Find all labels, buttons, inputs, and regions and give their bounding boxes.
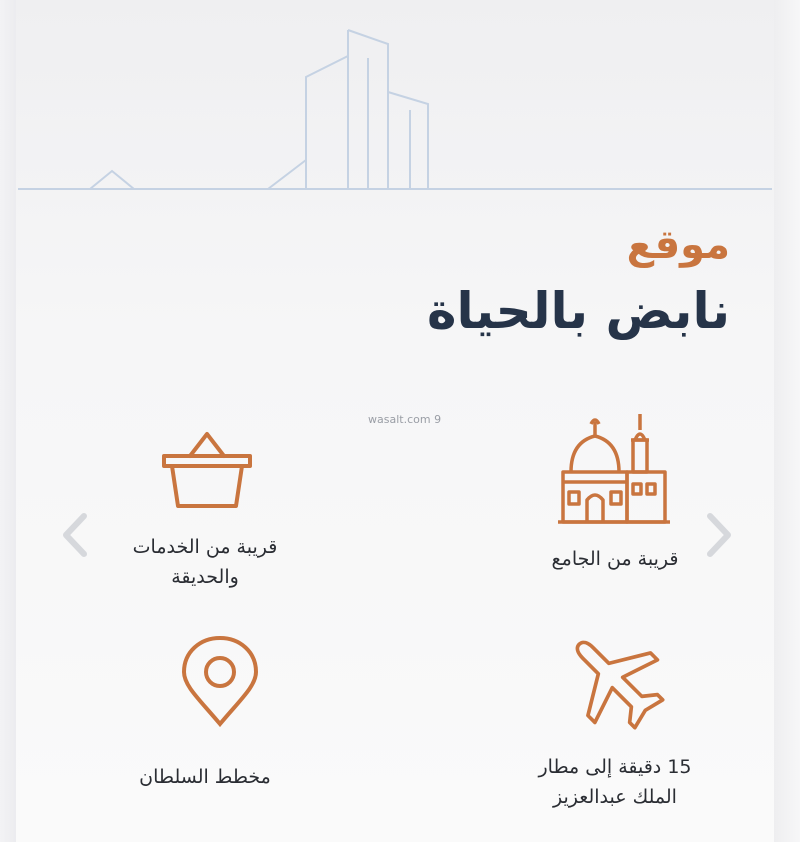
heading-line-2: نابض بالحياة: [426, 282, 730, 340]
feature-services-label: [100, 532, 310, 592]
watermark: wasalt.com 9: [368, 413, 442, 426]
skyline-illustration: [0, 0, 800, 200]
heading-line-1: موقع: [626, 222, 730, 268]
feature-plan-label: [100, 762, 310, 792]
feature-services-line-2: والحديقة: [171, 566, 239, 588]
location-pin-icon: [178, 634, 262, 728]
feature-mosque-label: [510, 544, 720, 574]
feature-airport-line-2: الملك عبدالعزيز: [553, 786, 677, 808]
airplane-icon: [555, 620, 673, 738]
feature-airport-label: [500, 752, 730, 812]
mosque-icon: [555, 410, 673, 528]
feature-services-line-1: قريبة من الخدمات: [132, 536, 278, 558]
feature-plan-line-1: مخطط السلطان: [139, 766, 271, 788]
previous-arrow-icon[interactable]: [60, 512, 90, 558]
feature-airport-line-1: 15 دقيقة إلى مطار: [538, 756, 692, 778]
feature-mosque-line-1: قريبة من الجامع: [551, 548, 679, 570]
shopping-basket-icon: [160, 430, 254, 510]
